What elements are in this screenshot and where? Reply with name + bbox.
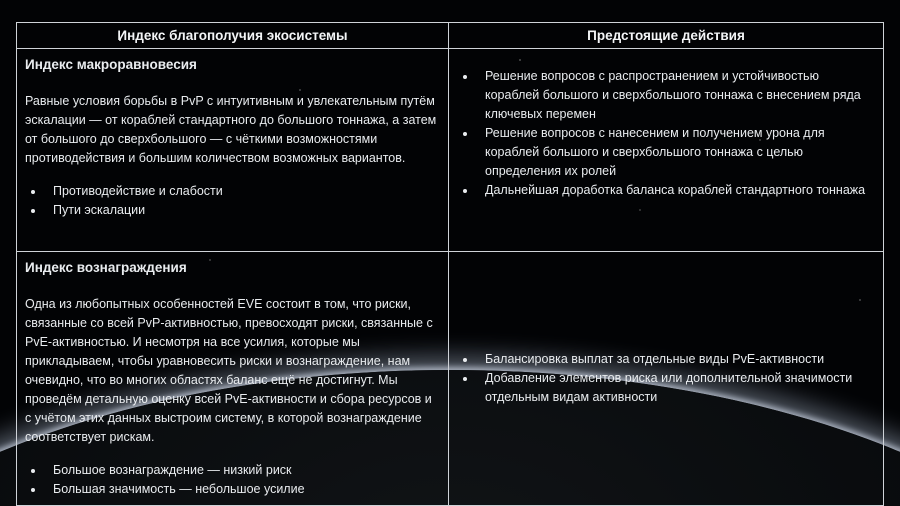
macro-balance-actions-list (457, 67, 875, 200)
list-item: • Пути эскалации (45, 201, 440, 220)
macro-balance-list (25, 182, 440, 220)
table-row-reward (17, 252, 884, 506)
macro-balance-title: Индекс макроравновесия (25, 57, 197, 72)
list-item: • Большое вознаграждение — низкий риск (45, 461, 440, 480)
reward-text: Одна из любопытных особенностей EVE состоит в том, что риски, связанные со всей PvP-активностью, превосходят риски, связанные с PvE-активностью. И несмотря на все усилия, которые мы прикладываем, чтобы уравновесить риски и вознаграждение, нам очевидно, что во многих областях баланс ещё не достигнут. Мы проведём детальную оценку всей PvE-активности и сбора ресурсов и с учётом этих данных выстроим систему, в которой вознаграждение соответствует рискам. (25, 297, 433, 444)
list-item: • Балансировка выплат за отдельные виды PvE-активности (477, 350, 875, 369)
reward-actions-list (457, 350, 875, 407)
ecosystem-table (16, 22, 884, 506)
macro-balance-text: Равные условия борьбы в PvP с интуитивным и увлекательным путём эскалации — от кораблей стандартного до большого тоннажа, а затем от большого до сверхбольшого — с чёткими возможностями противодействия и большим количеством возможных вариантов. (25, 94, 437, 165)
reward-title: Индекс вознаграждения (25, 260, 187, 275)
reward-list (25, 461, 440, 499)
list-item: • Противодействие и слабости (45, 182, 440, 201)
list-item: • Решение вопросов с распространением и устойчивостью кораблей большого и сверхбольшого тоннажа с внесением ряда ключевых перемен (477, 67, 875, 124)
list-item: • Дальнейшая доработка баланса кораблей стандартного тоннажа (477, 181, 875, 200)
list-item: • Добавление элементов риска или дополнительной значимости отдельным видам активности (477, 369, 875, 407)
table-row-macro-balance (17, 49, 884, 252)
table-header-row (17, 23, 884, 49)
reward-cell (17, 252, 449, 506)
macro-balance-actions-cell (449, 49, 884, 252)
macro-balance-cell (17, 49, 449, 252)
header-ecosystem-index: Индекс благополучия экосистемы (17, 23, 449, 49)
header-upcoming-actions: Предстоящие действия (449, 23, 884, 49)
list-item: • Большая значимость — небольшое усилие (45, 480, 440, 499)
reward-actions-cell (449, 252, 884, 506)
list-item: • Решение вопросов с нанесением и получением урона для кораблей большого и сверхбольшого тоннажа с целью определения их ролей (477, 124, 875, 181)
